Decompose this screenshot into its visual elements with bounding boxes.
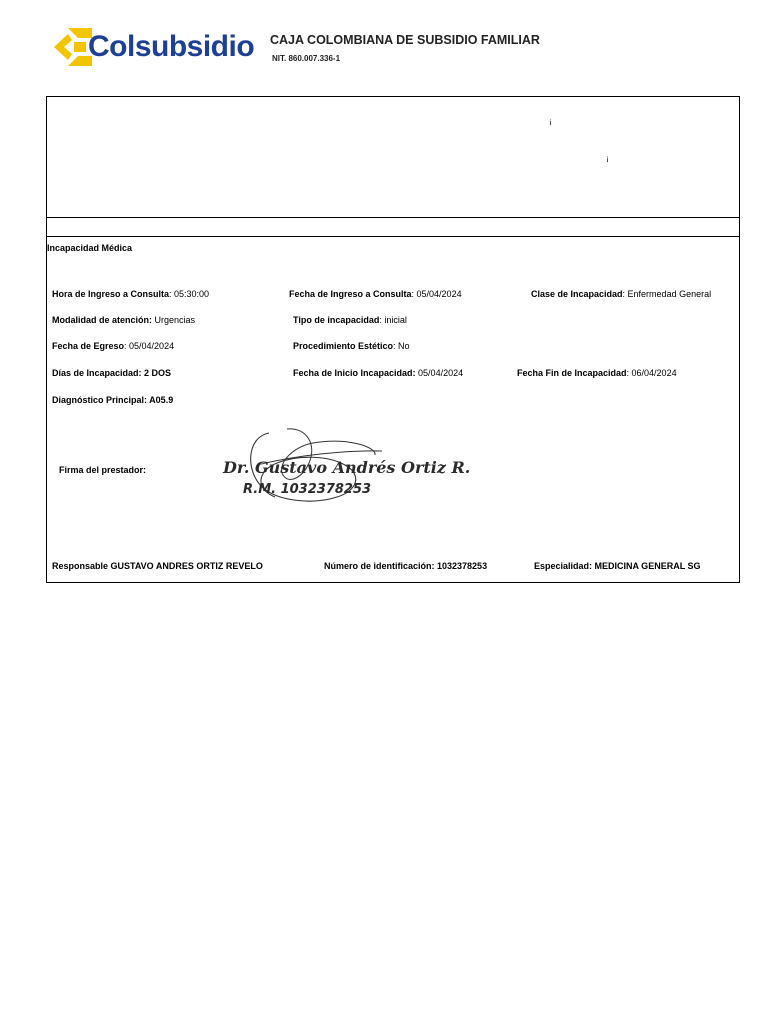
field-label: Fecha de Egreso (52, 341, 125, 351)
field-label: Fecha de Ingreso a Consulta (289, 289, 412, 299)
field-label: Modalidad de atención: (52, 315, 153, 325)
firma-label (59, 465, 146, 475)
footer-responsable-text: Responsable GUSTAVO ANDRES ORTIZ REVELO (52, 561, 263, 571)
field-fecha-inicio (293, 368, 463, 378)
field-clase-incapacidad (531, 289, 711, 299)
field-value: : 05/04/2024 (124, 341, 175, 351)
field-label: Clase de Incapacidad (531, 289, 623, 299)
certificate-frame (46, 96, 740, 583)
field-value: : No (393, 341, 410, 351)
provider-signature-stamp (217, 425, 471, 510)
field-value: 05/04/2024 (415, 368, 464, 378)
signature-line-2: R.M. 1032378253 (243, 482, 372, 497)
org-nit: NIT. 860.007.336-1 (272, 54, 341, 63)
field-label: Fecha Fin de Incapacidad (517, 368, 627, 378)
field-procedimiento (293, 341, 410, 351)
field-tipo-incapacidad (293, 315, 407, 325)
footer-especialidad-text: Especialidad: MEDICINA GENERAL SG (534, 561, 701, 571)
field-value: : 05:30:00 (169, 289, 210, 299)
signature-line-1: Dr. Gustavo Andrés Ortiz R. (223, 458, 471, 477)
field-label: Procedimiento Estético (293, 341, 394, 351)
field-label: Diagnóstico Principal: A05.9 (52, 395, 174, 405)
colsubsidio-logo (52, 26, 262, 68)
footer-identificacion-text: Número de identificación: 1032378253 (324, 561, 488, 571)
field-value: : 05/04/2024 (411, 289, 462, 299)
field-value: : Enfermedad General (622, 289, 712, 299)
footer-responsable (52, 561, 263, 571)
footer-identificacion (324, 561, 487, 571)
field-fecha-egreso (52, 341, 174, 351)
divider-line (47, 217, 739, 218)
field-fecha-fin (517, 368, 677, 378)
field-label: Hora de Ingreso a Consulta (52, 289, 170, 299)
field-label: Días de Incapacidad: 2 DOS (52, 368, 172, 378)
field-value: : inicial (379, 315, 407, 325)
section-title: Incapacidad Médica (47, 243, 133, 253)
field-value: Urgencias (152, 315, 196, 325)
field-diagnostico (52, 395, 173, 405)
field-fecha-ingreso (289, 289, 462, 299)
field-modalidad (52, 315, 195, 325)
firma-label-text: Firma del prestador: (59, 465, 147, 475)
field-value: : 06/04/2024 (626, 368, 677, 378)
field-label: Fecha de Inicio Incapacidad: (293, 368, 416, 378)
field-dias-incapacidad (52, 368, 171, 378)
field-hora-ingreso (52, 289, 209, 299)
logo-wordmark: Colsubsidio (88, 30, 255, 63)
stray-mark: ¡ (606, 154, 609, 163)
field-label: Tipo de incapacidad (293, 315, 380, 325)
stray-mark: ¡ (549, 117, 552, 126)
divider-line (47, 236, 739, 237)
footer-especialidad (534, 561, 701, 571)
org-name: CAJA COLOMBIANA DE SUBSIDIO FAMILIAR (270, 33, 540, 47)
